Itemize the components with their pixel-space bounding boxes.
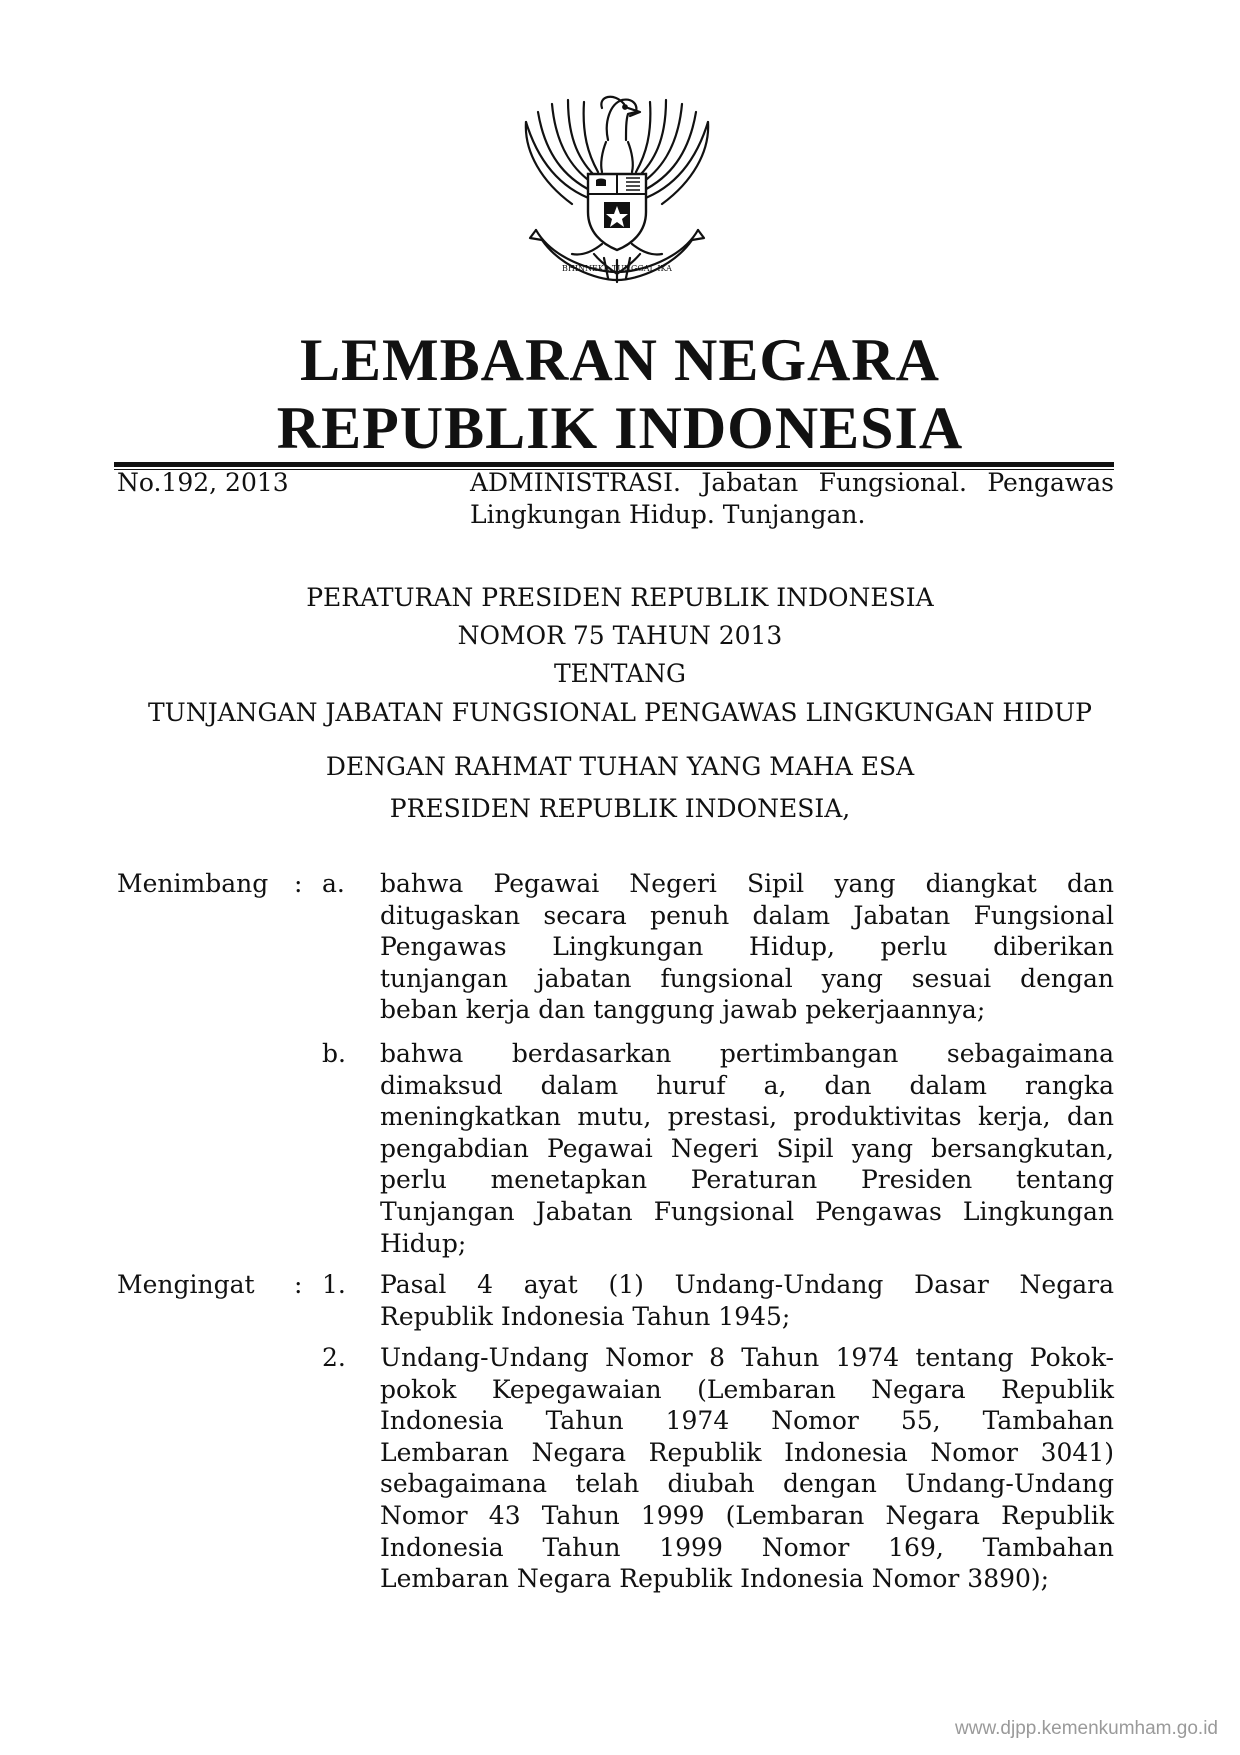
regulation-president: PRESIDEN REPUBLIK INDONESIA, bbox=[389, 794, 851, 823]
regulation-subject: TUNJANGAN JABATAN FUNGSIONAL PENGAWAS LINGKUNGAN HIDUP bbox=[147, 698, 1093, 727]
emblem-motto: BHINNEKA TUNGGAL IKA bbox=[562, 264, 672, 273]
text-line: Nomor 43 Tahun 1999 (Lembaran Negara Republik bbox=[380, 1500, 1114, 1530]
text-line: meningkatkan mutu, prestasi, produktivitas kerja, dan bbox=[380, 1102, 1114, 1132]
text-line: Hidup; bbox=[380, 1228, 467, 1258]
mengingat-item-1 bbox=[380, 1269, 1114, 1332]
masthead-line-2: REPUBLIK INDONESIA bbox=[276, 395, 964, 461]
menimbang-item-b bbox=[380, 1038, 1114, 1259]
mengingat-label: Mengingat bbox=[117, 1270, 255, 1299]
footer-url: www.djpp.kemenkumham.go.id bbox=[955, 1718, 1218, 1739]
mengingat-item-2 bbox=[380, 1342, 1114, 1595]
text-line: Pengawas Lingkungan Hidup, perlu diberikan bbox=[380, 932, 1114, 962]
issue-subject bbox=[470, 467, 1114, 530]
text-line: Lembaran Negara Republik Indonesia Nomor 3890); bbox=[380, 1564, 1050, 1594]
text-line: Republik Indonesia Tahun 1945; bbox=[380, 1301, 791, 1331]
menimbang-marker-a: a. bbox=[322, 869, 345, 898]
text-line: Undang-Undang Nomor 8 Tahun 1974 tentang Pokok- bbox=[380, 1343, 1114, 1372]
text-line: tunjangan jabatan fungsional yang sesuai dengan bbox=[380, 963, 1114, 993]
text-line: bahwa Pegawai Negeri Sipil yang diangkat dan bbox=[380, 869, 1114, 898]
masthead-line-1: LEMBARAN NEGARA bbox=[299, 327, 941, 393]
text-line: perlu menetapkan Peraturan Presiden tentang bbox=[380, 1165, 1114, 1195]
regulation-number: NOMOR 75 TAHUN 2013 bbox=[457, 621, 783, 650]
issue-number: No.192, 2013 bbox=[117, 468, 289, 497]
text-line: bahwa berdasarkan pertimbangan sebagaimana bbox=[380, 1039, 1114, 1068]
text-line: sebagaimana telah diubah dengan Undang-Undang bbox=[380, 1469, 1114, 1499]
garuda-pancasila-icon bbox=[512, 82, 722, 297]
text-line: Lembaran Negara Republik Indonesia Nomor 3041) bbox=[380, 1437, 1114, 1467]
text-line: beban kerja dan tanggung jawab pekerjaannya; bbox=[380, 995, 986, 1025]
text-line: dimaksud dalam huruf a, dan dalam rangka bbox=[380, 1070, 1114, 1100]
menimbang-label: Menimbang bbox=[117, 869, 269, 898]
text-line: ditugaskan secara penuh dalam Jabatan Fungsional bbox=[380, 900, 1114, 930]
text-line: pokok Kepegawaian (Lembaran Negara Republik bbox=[380, 1374, 1114, 1404]
menimbang-marker-b: b. bbox=[322, 1039, 346, 1068]
text-line: Indonesia Tahun 1974 Nomor 55, Tambahan bbox=[380, 1406, 1114, 1436]
regulation-blessing: DENGAN RAHMAT TUHAN YANG MAHA ESA bbox=[325, 752, 915, 781]
menimbang-item-a bbox=[380, 868, 1114, 1026]
mengingat-colon: : bbox=[294, 1270, 303, 1299]
text-line: Tunjangan Jabatan Fungsional Pengawas Lingkungan bbox=[380, 1196, 1114, 1226]
issue-subject-line: Lingkungan Hidup. Tunjangan. bbox=[470, 499, 866, 529]
mengingat-marker-2: 2. bbox=[322, 1343, 346, 1372]
regulation-title: PERATURAN PRESIDEN REPUBLIK INDONESIA bbox=[306, 583, 934, 612]
menimbang-colon: : bbox=[294, 869, 303, 898]
regulation-tentang: TENTANG bbox=[553, 659, 686, 688]
text-line: pengabdian Pegawai Negeri Sipil yang bersangkutan, bbox=[380, 1133, 1114, 1163]
mengingat-marker-1: 1. bbox=[322, 1270, 346, 1299]
issue-subject-line: ADMINISTRASI. Jabatan Fungsional. Pengawas bbox=[470, 468, 1114, 497]
text-line: Pasal 4 ayat (1) Undang-Undang Dasar Negara bbox=[380, 1270, 1114, 1299]
text-line: Indonesia Tahun 1999 Nomor 169, Tambahan bbox=[380, 1532, 1114, 1562]
